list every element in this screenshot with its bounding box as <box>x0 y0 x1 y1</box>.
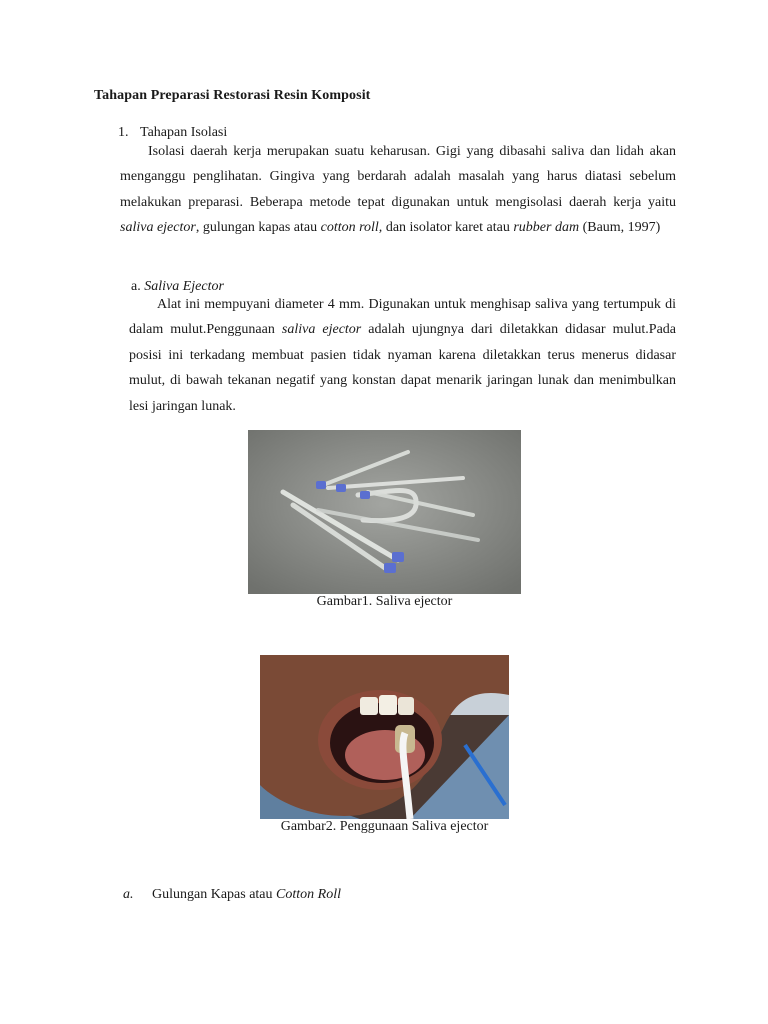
document-title: Tahapan Preparasi Restorasi Resin Komposit <box>94 88 371 103</box>
subsection-b-marker: a. <box>123 887 134 902</box>
figure-2-caption: Gambar2. Penggunaan Saliva ejector <box>280 819 489 834</box>
section-heading: Tahapan Isolasi <box>140 125 228 140</box>
subsection-cotton-roll-heading: Gulungan Kapas atau Cotton Roll <box>152 887 341 902</box>
intro-paragraph: Isolasi daerah kerja merupakan suatu keharusan. Gigi yang dibasahi saliva dan lidah akan menganggu penglihatan. Gingiva yang berdarah adalah masalah yang harus diatasi sebelum melakukan preparasi. Beberapa metode tepat digunakan untuk mengisolasi daerah kerja yaitu saliva ejector, gulungan kapas atau cotton roll, dan isolator karet atau rubber dam (Baum, 1997) <box>120 144 676 236</box>
section-number: 1. <box>118 125 129 140</box>
figure-saliva-ejector-in-use-photo <box>260 655 509 819</box>
figure-1-caption: Gambar1. Saliva ejector <box>316 594 453 609</box>
figure-saliva-ejector-photo <box>248 430 521 594</box>
subsection-saliva-ejector-heading: a. Saliva Ejector <box>131 279 224 294</box>
saliva-ejector-paragraph: Alat ini mempuyani diameter 4 mm. Digunakan untuk menghisap saliva yang tertumpuk di dalam mulut.Penggunaan saliva ejector adalah ujungnya dari diletakkan didasar mulut.Pada posisi ini terkadang membuat pasien tidak nyaman karena diletakkan terus menerus didasar mulut, di bawah tekanan negatif yang konstan dapat menarik jaringan lunak dan menimbulkan lesi jaringan lunak. <box>129 297 677 414</box>
